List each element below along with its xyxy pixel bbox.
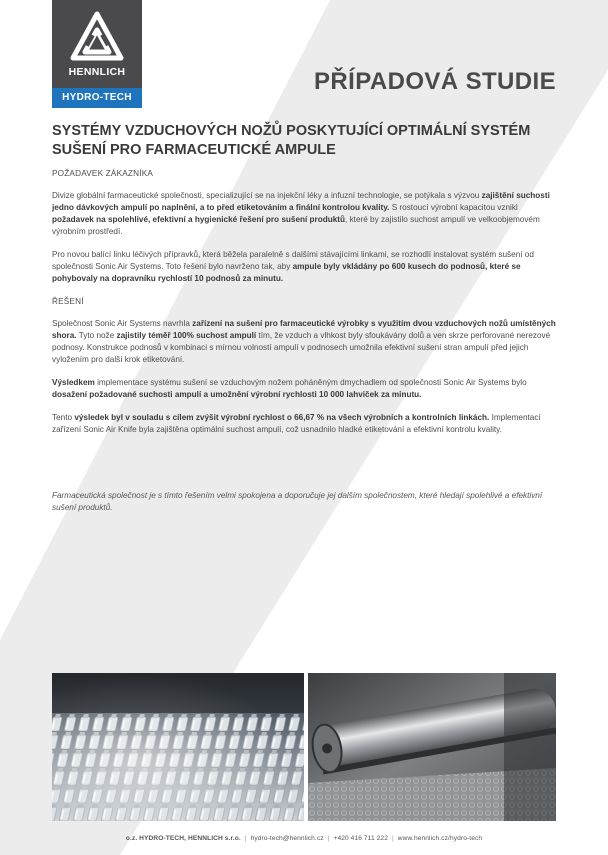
footer-phone[interactable]: +420 416 711 222	[333, 835, 388, 842]
logo-division-name: HYDRO-TECH	[52, 88, 142, 108]
footer-email[interactable]: hydro-tech@hennlich.cz	[250, 835, 324, 842]
solution-paragraph-2: Výsledkem implementace systému sušení se vzduchovým nožem poháněným dmychadlem od společnosti Sonic Air Systems bylo dosažení požadované suchosti ampulí a umožnění výrobní rychlosti 10 000 lahviček za minutu.	[52, 378, 527, 399]
hennlich-logo-mark-icon	[67, 8, 127, 66]
air-knife-photo	[308, 673, 556, 821]
ampule-trays-photo	[52, 673, 304, 821]
case-study-body	[52, 168, 560, 447]
solution-section-label: ŘEŠENÍ	[52, 297, 84, 306]
footer-company: o.z. HYDRO-TECH, HENNLICH s.r.o.	[125, 835, 241, 842]
hennlich-logo	[52, 0, 142, 108]
footer-separator: |	[391, 835, 394, 842]
requirement-section-label: POŽADAVEK ZÁKAZNÍKA	[52, 169, 154, 178]
requirement-paragraph-1: Divize globální farmaceutické společnosti, specializující se na injekční léky a infuzní technologie, se potýkala s výzvou zajištění suchosti jedno dávkových ampulí po naplnění, a to před etiketováním a finální kontrolou kvality. S rostoucí výrobní kapacitou vznikl požadavek na spolehlivé, efektivní a hygienické řešení pro sušení produktů, které by zajistilo suchost ampulí ve velkoobjemovém výrobním prostředí.	[52, 191, 550, 236]
solution-paragraph-1: Společnost Sonic Air Systems navrhla zařízení na sušení pro farmaceutické výrobky s využitím dvou vzduchových nožů umístěných shora. Tyto nože zajistily téměř 100% suchost ampulí tím, že vzduch a vlhkost byly sfoukávány dolů a ven skrze perforované nerezové podnosy. Konstrukce podnosů v kombinaci s mírnou volností ampulí v podnosech umožnila efektivní sušení stran ampulí před jejich vyložením pro další krok etiketování.	[52, 319, 556, 364]
footer-website[interactable]: www.hennlich.cz/hydro-tech	[397, 835, 483, 842]
case-study-headline: SYSTÉMY VZDUCHOVÝCH NOŽŮ POSKYTUJÍCÍ OPTIMÁLNÍ SYSTÉM SUŠENÍ PRO FARMACEUTICKÉ AMPULE	[52, 123, 531, 158]
page-footer	[0, 835, 608, 842]
solution-paragraph-3: Tento výsledek byl v souladu s cílem zvýšit výrobní rychlost o 66,67 % na všech výrobních a kontrolních linkách. Implementací zařízení Sonic Air Knife byla zajištěna optimální suchost ampulí, což usnadnilo hladké etiketování a efektivní kontrolu kvality.	[52, 413, 541, 434]
customer-testimonial: Farmaceutická společnost je s tímto řešením velmi spokojena a doporučuje jej dalším společnostem, které hledají spolehlivé a efektivní sušení produktů.	[52, 491, 543, 512]
footer-separator: |	[244, 835, 247, 842]
requirement-paragraph-2: Pro novou balící linku léčivých přípravků, která běžela paralelně s dalšími stávajícími linkami, se rozhodlí instalovat systém sušení od společnosti Sonic Air Systems. Toto řešení bylo navrženo tak, aby ampule byly vkládány po 600 kusech do podnosů, které se pohybovaly na dopravníku rychlostí 10 podnosů za minutu.	[52, 250, 534, 283]
document-type-title: PŘÍPADOVÁ STUDIE	[314, 68, 556, 95]
logo-brand-name: HENNLICH	[68, 66, 126, 78]
footer-separator: |	[327, 835, 330, 842]
